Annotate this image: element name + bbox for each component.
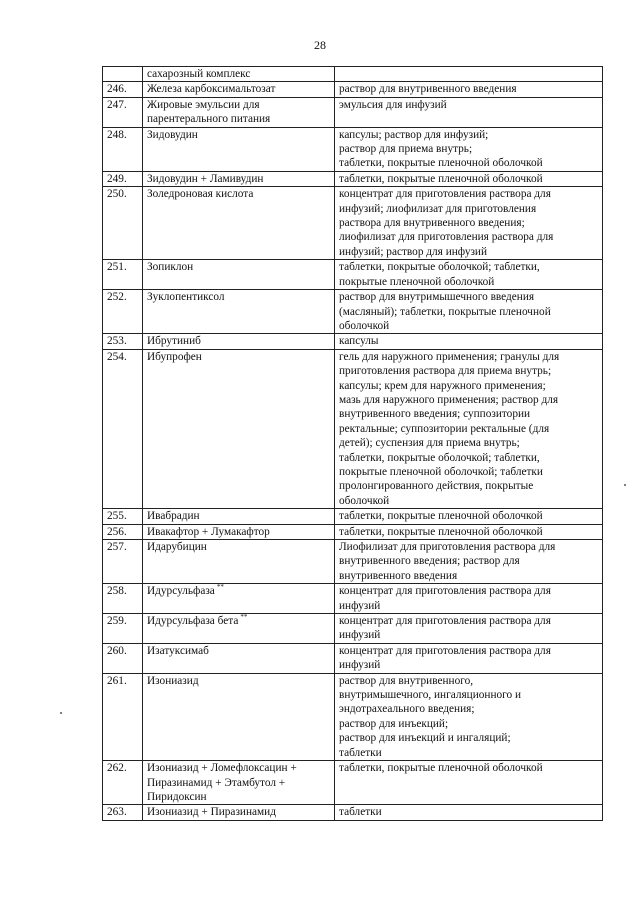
row-number: 256.: [103, 524, 143, 539]
row-number: 252.: [103, 290, 143, 334]
dosage-form: [335, 82, 603, 97]
drug-name: [143, 187, 335, 260]
drug-name-line: Зопиклон: [147, 261, 194, 274]
dosage-form: [335, 614, 603, 644]
dosage-form-line: внутривенного введения; раствор для: [339, 555, 520, 568]
dosage-form-line: раствор для внутривенного введения: [339, 83, 517, 96]
dosage-form-line: капсулы: [339, 335, 379, 348]
dosage-form-line: Лиофилизат для приготовления раствора для: [339, 541, 556, 553]
dosage-form-line: концентрат для приготовления раствора для: [339, 585, 551, 598]
dosage-form-line: концентрат для приготовления раствора для: [339, 615, 551, 628]
table-row: [103, 290, 603, 334]
table-row: [103, 260, 603, 290]
dosage-form-line: покрытые пленочной оболочкой: [339, 275, 495, 288]
drug-name: [143, 805, 335, 820]
drug-name: [143, 67, 335, 82]
dosage-form-line: раствор для приема внутрь;: [339, 143, 473, 156]
drug-name: [143, 97, 335, 127]
drug-name: [143, 509, 335, 524]
drug-name-line: Изониазид: [147, 674, 199, 687]
drug-name: [143, 349, 335, 508]
dosage-form: [335, 171, 603, 186]
dosage-form: [335, 524, 603, 539]
row-number: 247.: [103, 97, 143, 127]
table-row: [103, 171, 603, 186]
row-number: 260.: [103, 643, 143, 673]
drug-name: [143, 584, 335, 614]
page-number: 28: [314, 38, 326, 52]
row-number: 250.: [103, 187, 143, 260]
dosage-form-line: инфузий; лиофилизат для приготовления: [339, 202, 537, 215]
dosage-form: [335, 334, 603, 349]
dosage-form-line: капсулы; крем для наружного применения;: [339, 379, 546, 392]
dosage-form-line: таблетки: [339, 746, 382, 759]
row-number: 262.: [103, 761, 143, 805]
scan-speck: [60, 712, 62, 714]
table-row: [103, 349, 603, 508]
row-number: 254.: [103, 349, 143, 508]
dosage-form-line: раствора для внутривенного введения;: [339, 217, 525, 230]
dosage-form-line: раствор для внутривенного,: [339, 674, 474, 687]
row-number: 251.: [103, 260, 143, 290]
dosage-form-line: таблетки, покрытые пленочной оболочкой: [339, 525, 543, 538]
dosage-form: [335, 127, 603, 171]
footnote-mark: **: [240, 613, 248, 622]
dosage-form-line: (масляный); таблетки, покрытые пленочной: [339, 305, 551, 318]
drug-name-line: Железа карбоксимальтозат: [147, 83, 276, 96]
row-number: 258.: [103, 584, 143, 614]
drug-name-line: Зуклопентиксол: [147, 291, 225, 304]
row-number: 259.: [103, 614, 143, 644]
dosage-form: [335, 349, 603, 508]
dosage-form-line: приготовления раствора для приема внутрь;: [339, 365, 552, 378]
dosage-form-line: оболочкой: [339, 319, 390, 332]
dosage-form-line: инфузий: [339, 659, 381, 672]
dosage-form-line: инфузий; раствор для инфузий: [339, 245, 488, 258]
drug-name-line: Изониазид + Ломефлоксацин +: [147, 762, 297, 775]
table-row: [103, 82, 603, 97]
drug-name: [143, 643, 335, 673]
table-row: [103, 524, 603, 539]
dosage-form-line: таблетки, покрытые пленочной оболочкой: [339, 510, 543, 523]
drug-name-line: Зидовудин + Ламивудин: [147, 172, 264, 185]
drug-name-line: парентерального питания: [147, 113, 271, 126]
dosage-form-line: концентрат для приготовления раствора для: [339, 644, 551, 657]
drug-name-line: Ивабрадин: [147, 510, 200, 523]
dosage-form-line: капсулы; раствор для инфузий;: [339, 128, 489, 141]
dosage-form-line: таблетки, покрытые оболочкой; таблетки,: [339, 451, 540, 464]
drug-list-body: [103, 67, 603, 821]
table-row: [103, 334, 603, 349]
dosage-form: [335, 761, 603, 805]
scan-speck: [624, 484, 626, 486]
dosage-form-line: таблетки: [339, 806, 382, 819]
table-row: [103, 67, 603, 82]
drug-name: [143, 171, 335, 186]
dosage-form-line: лиофилизат для приготовления раствора для: [339, 231, 554, 244]
dosage-form-line: внутривенного введения: [339, 569, 458, 582]
drug-name-line: Изониазид + Пиразинамид: [147, 806, 276, 819]
drug-name: [143, 82, 335, 97]
dosage-form: [335, 643, 603, 673]
drug-list-table: [102, 66, 603, 821]
drug-name-line: Пиридоксин: [147, 790, 207, 803]
dosage-form-line: гель для наружного применения; гранулы для: [339, 350, 560, 363]
dosage-form-line: мазь для наружного применения; раствор для: [339, 393, 559, 406]
drug-name-line: Жировые эмульсии для: [147, 98, 260, 111]
drug-name: [143, 127, 335, 171]
row-number: 257.: [103, 540, 143, 584]
dosage-form: [335, 290, 603, 334]
row-number: 261.: [103, 673, 143, 760]
drug-name: [143, 524, 335, 539]
drug-name-line: Золедроновая кислота: [147, 188, 254, 201]
row-number: 248.: [103, 127, 143, 171]
dosage-form-line: раствор для инъекций;: [339, 717, 449, 730]
drug-name-line: сахарозный комплекс: [147, 68, 251, 80]
dosage-form-line: внутримышечного, ингаляционного и: [339, 689, 522, 702]
row-number: 253.: [103, 334, 143, 349]
dosage-form-line: покрытые пленочной оболочкой; таблетки: [339, 465, 543, 478]
dosage-form: [335, 509, 603, 524]
drug-name-line: Ивакафтор + Лумакафтор: [147, 525, 270, 538]
footnote-mark: **: [216, 583, 224, 592]
dosage-form: [335, 187, 603, 260]
dosage-form-line: эмульсия для инфузий: [339, 98, 447, 111]
dosage-form-line: таблетки, покрытые пленочной оболочкой: [339, 172, 543, 185]
dosage-form: [335, 540, 603, 584]
dosage-form-line: раствор для инъекций и ингаляций;: [339, 732, 511, 745]
dosage-form: [335, 260, 603, 290]
drug-name: [143, 614, 335, 644]
row-number: 263.: [103, 805, 143, 820]
table-row: [103, 643, 603, 673]
dosage-form: [335, 673, 603, 760]
drug-name-line: Ибупрофен: [147, 350, 202, 363]
drug-name-line: Пиразинамид + Этамбутол +: [147, 776, 286, 789]
dosage-form: [335, 805, 603, 820]
dosage-form-line: эндотрахеального введения;: [339, 703, 475, 716]
drug-name-line: Изатуксимаб: [147, 644, 209, 657]
table-row: [103, 187, 603, 260]
dosage-form-line: таблетки, покрытые пленочной оболочкой: [339, 762, 543, 775]
row-number: [103, 67, 143, 82]
drug-name-line: Идурсульфаза бета **: [147, 613, 248, 628]
dosage-form-line: [339, 67, 598, 81]
drug-name: [143, 260, 335, 290]
drug-name: [143, 673, 335, 760]
drug-name-line: Идарубицин: [147, 541, 207, 553]
row-number: 255.: [103, 509, 143, 524]
drug-name-line: Идурсульфаза **: [147, 583, 224, 598]
dosage-form-line: инфузий: [339, 599, 381, 612]
dosage-form-line: таблетки, покрытые оболочкой; таблетки,: [339, 261, 540, 274]
table-row: [103, 584, 603, 614]
dosage-form-line: концентрат для приготовления раствора для: [339, 188, 551, 201]
table-row: [103, 761, 603, 805]
row-number: 246.: [103, 82, 143, 97]
drug-name: [143, 761, 335, 805]
table-row: [103, 509, 603, 524]
dosage-form-line: внутривенного введения; суппозитории: [339, 408, 531, 421]
dosage-form: [335, 67, 603, 82]
drug-name-line: Ибрутиниб: [147, 335, 201, 348]
dosage-form: [335, 584, 603, 614]
row-number: 249.: [103, 171, 143, 186]
drug-name: [143, 290, 335, 334]
drug-name: [143, 334, 335, 349]
dosage-form-line: пролонгированного действия, покрытые: [339, 480, 534, 493]
table-row: [103, 97, 603, 127]
table-row: [103, 673, 603, 760]
dosage-form-line: ректальные; суппозитории ректальные (для: [339, 422, 550, 435]
dosage-form-line: инфузий: [339, 629, 381, 642]
dosage-form-line: раствор для внутримышечного введения: [339, 291, 535, 304]
dosage-form-line: оболочкой: [339, 494, 390, 507]
drug-name: [143, 540, 335, 584]
table-row: [103, 540, 603, 584]
table-row: [103, 614, 603, 644]
dosage-form-line: детей); суспензия для приема внутрь;: [339, 437, 520, 450]
dosage-form-line: таблетки, покрытые пленочной оболочкой: [339, 157, 543, 170]
table-row: [103, 127, 603, 171]
drug-name-line: Зидовудин: [147, 128, 198, 141]
dosage-form: [335, 97, 603, 127]
table-row: [103, 805, 603, 820]
